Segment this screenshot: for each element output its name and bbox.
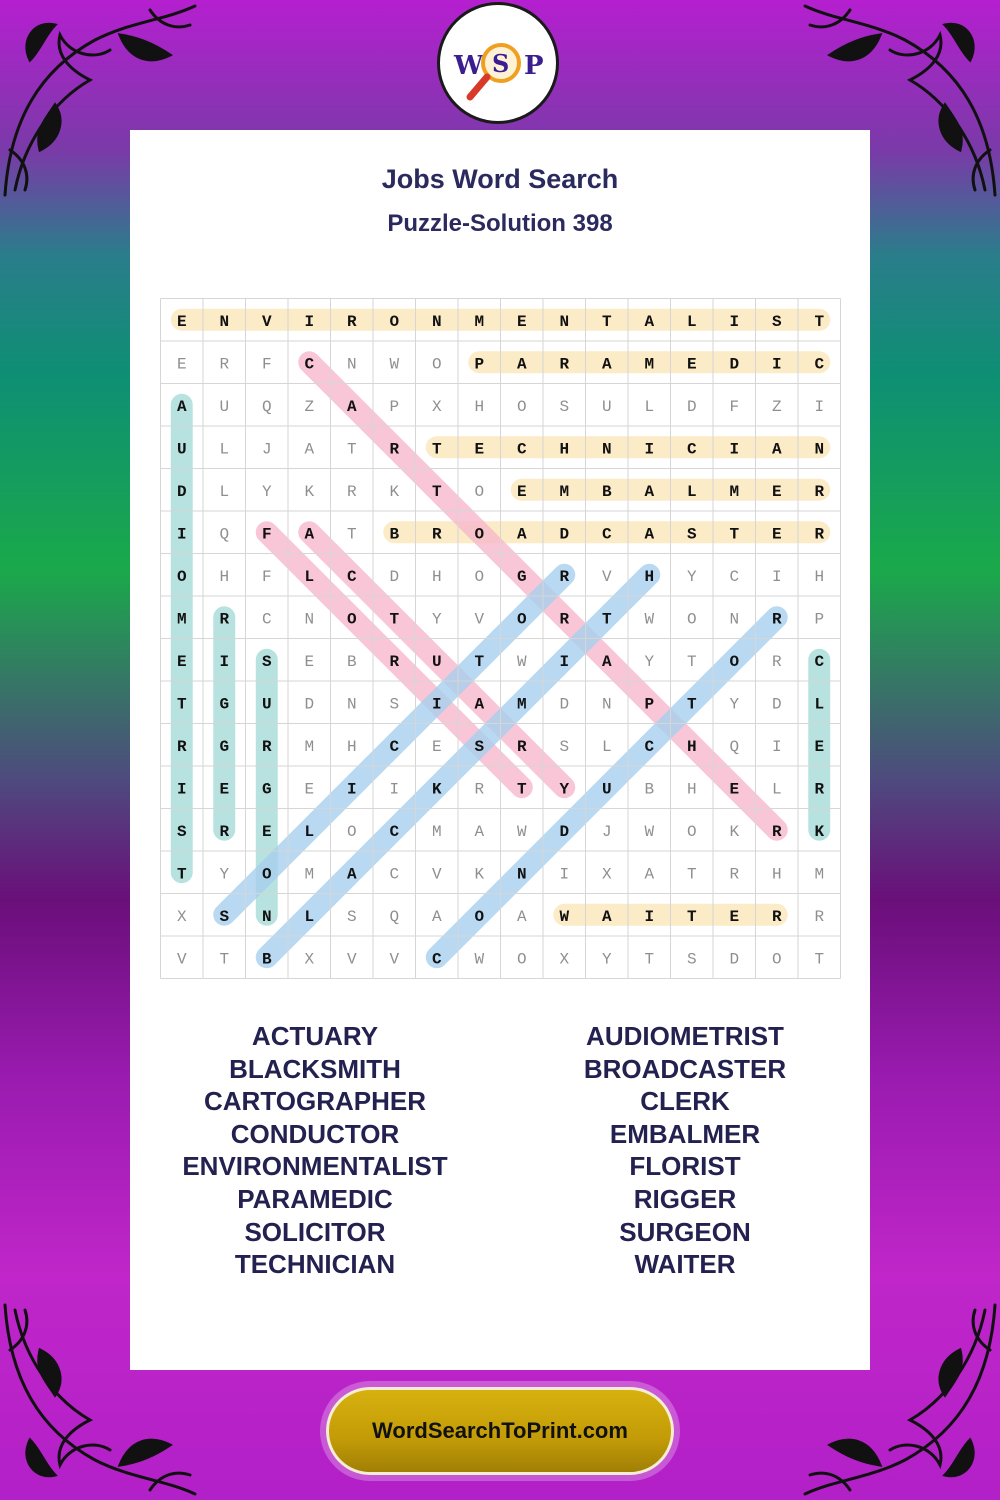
grid-letter[interactable]: L [771,780,782,799]
grid-letter-found[interactable]: R [176,737,187,756]
grid-letter-found[interactable]: C [516,440,527,459]
grid-letter-found[interactable]: T [431,440,442,459]
grid-letter[interactable]: V [176,950,187,969]
grid-letter[interactable]: X [559,950,570,969]
grid-letter-found[interactable]: E [516,312,527,331]
word-list-item: CLERK [640,1086,730,1117]
grid-letter[interactable]: C [389,865,400,884]
grid-letter-found[interactable]: O [729,652,740,671]
grid-letter-found[interactable]: C [389,737,400,756]
logo-letter-s: S [492,49,510,78]
grid-letter-found[interactable]: O [261,865,272,884]
grid-letter-found[interactable]: I [219,652,230,671]
grid-letter[interactable]: I [771,737,782,756]
grid-letter-found[interactable]: R [771,610,782,629]
grid-letter[interactable]: T [346,440,357,459]
grid-letter-found[interactable]: B [601,482,612,501]
grid-letter-found[interactable]: K [814,822,825,841]
grid-letter[interactable]: H [474,397,485,416]
grid-letter-found[interactable]: R [559,610,570,629]
grid-letter[interactable]: D [559,695,570,714]
website-link-button[interactable] [326,1387,674,1475]
grid-letter[interactable]: I [771,567,782,586]
grid-letter-found[interactable]: P [644,695,655,714]
grid-letter[interactable]: O [516,950,527,969]
grid-letter[interactable]: O [686,822,697,841]
grid-letter-found[interactable]: M [176,610,187,629]
grid-letter-found[interactable]: S [261,652,272,671]
grid-letter[interactable]: S [559,737,570,756]
grid-letter[interactable]: K [389,482,400,501]
word-list-item: BLACKSMITH [229,1053,401,1084]
grid-letter[interactable]: V [601,567,612,586]
grid-letter-found[interactable]: T [686,907,697,926]
grid-letter-found[interactable]: R [261,737,272,756]
grid-letter-found[interactable]: L [814,695,825,714]
grid-letter-found[interactable]: B [261,950,272,969]
grid-letter-found[interactable]: C [304,355,315,374]
grid-letter[interactable]: E [176,355,187,374]
grid-letter[interactable]: X [304,950,315,969]
grid-letter-found[interactable]: C [346,567,357,586]
grid-letter-found[interactable]: A [601,355,612,374]
grid-letter[interactable]: S [559,397,570,416]
grid-letter-found[interactable]: V [261,312,272,331]
grid-letter-found[interactable]: M [729,482,740,501]
grid-letter-found[interactable]: A [346,865,357,884]
grid-letter[interactable]: M [431,822,442,841]
grid-letter-found[interactable]: O [474,525,485,544]
grid-letter[interactable]: W [644,610,655,629]
grid-letter-found[interactable]: C [389,822,400,841]
grid-letter-found[interactable]: O [474,907,485,926]
grid-letter-found[interactable]: D [176,482,187,501]
grid-letter-found[interactable]: R [814,482,825,501]
grid-letter[interactable]: X [176,907,187,926]
grid-letter[interactable]: V [431,865,442,884]
grid-letter-found[interactable]: I [729,440,740,459]
grid-letter-found[interactable]: L [304,822,315,841]
grid-letter[interactable]: V [346,950,357,969]
grid-letter-found[interactable]: C [601,525,612,544]
grid-letter-found[interactable]: Y [559,780,570,799]
grid-letter[interactable]: V [389,950,400,969]
grid-letter[interactable]: O [474,567,485,586]
grid-letter-found[interactable]: O [346,610,357,629]
page-subtitle: Puzzle-Solution 398 [387,210,613,237]
word-list-item: SURGEON [619,1216,751,1247]
grid-letter[interactable]: O [474,482,485,501]
grid-letter-found[interactable]: I [771,355,782,374]
grid-letter[interactable]: E [431,737,442,756]
grid-letter[interactable]: Y [729,695,740,714]
grid-letter[interactable]: H [686,780,697,799]
grid-letter-found[interactable]: M [644,355,655,374]
grid-letter-found[interactable]: T [814,312,825,331]
grid-letter-found[interactable]: E [729,907,740,926]
grid-letter-found[interactable]: R [219,610,230,629]
grid-letter-found[interactable]: T [601,610,612,629]
grid-letter-found[interactable]: M [516,695,527,714]
grid-letter[interactable]: Y [261,482,272,501]
grid-letter-found[interactable]: S [686,525,697,544]
grid-letter[interactable]: N [346,355,357,374]
grid-letter-found[interactable]: S [474,737,485,756]
grid-letter-found[interactable]: N [814,440,825,459]
grid-letter[interactable]: L [644,397,655,416]
grid-letter[interactable]: W [474,950,485,969]
grid-letter[interactable]: I [814,397,825,416]
grid-letter[interactable]: J [261,440,272,459]
grid-letter[interactable]: H [771,865,782,884]
word-search-grid[interactable] [160,298,841,979]
grid-letter[interactable]: O [771,950,782,969]
grid-letter-found[interactable]: F [261,525,272,544]
grid-letter[interactable]: X [431,397,442,416]
grid-letter-found[interactable]: R [431,525,442,544]
grid-letter-found[interactable]: A [516,525,527,544]
grid-letter[interactable]: A [644,865,655,884]
grid-letter[interactable]: T [346,525,357,544]
grid-letter[interactable]: O [431,355,442,374]
grid-letter-found[interactable]: T [176,695,187,714]
grid-letter[interactable]: K [729,822,740,841]
grid-letter[interactable]: B [346,652,357,671]
grid-letter-found[interactable]: C [814,355,825,374]
grid-letter-found[interactable]: A [474,695,485,714]
word-list-item: ACTUARY [251,1021,379,1051]
grid-letter-found[interactable]: A [644,312,655,331]
grid-letter[interactable]: A [304,440,315,459]
grid-letter[interactable]: Y [686,567,697,586]
grid-letter-found[interactable]: G [219,737,230,756]
grid-letter-found[interactable]: E [771,482,782,501]
word-list-item: PARAMEDIC [237,1183,393,1214]
grid-letter[interactable]: C [261,610,272,629]
grid-letter[interactable]: E [304,652,315,671]
grid-letter-found[interactable]: N [559,312,570,331]
grid-letter-found[interactable]: M [559,482,570,501]
grid-letter[interactable]: V [474,610,485,629]
grid-letter[interactable]: M [304,865,315,884]
grid-letter[interactable]: T [686,865,697,884]
grid-letter[interactable]: R [474,780,485,799]
grid-letter[interactable]: L [601,737,612,756]
grid-letter-found[interactable]: N [431,312,442,331]
grid-letter-found[interactable]: A [516,355,527,374]
grid-letter-found[interactable]: R [771,907,782,926]
grid-letter[interactable]: W [644,822,655,841]
grid-letter[interactable]: N [729,610,740,629]
grid-letter[interactable]: R [219,355,230,374]
grid-letter-found[interactable]: R [559,567,570,586]
puzzle-card [130,130,870,1370]
grid-letter-found[interactable]: C [644,737,655,756]
grid-letter[interactable]: R [729,865,740,884]
grid-letter[interactable]: Q [729,737,740,756]
grid-letter[interactable]: P [814,610,825,629]
grid-letter-found[interactable]: T [601,312,612,331]
grid-letter-found[interactable]: T [686,695,697,714]
grid-letter-found[interactable]: E [261,822,272,841]
grid-letter-found[interactable]: L [304,567,315,586]
grid-letter[interactable]: R [814,907,825,926]
logo-letter-w: W [454,51,484,81]
grid-letter-found[interactable]: I [644,440,655,459]
grid-letter[interactable]: F [261,567,272,586]
grid-letter-found[interactable]: R [389,440,400,459]
grid-letter-found[interactable]: E [814,737,825,756]
grid-letter[interactable]: Z [304,397,315,416]
grid-letter-found[interactable]: T [176,865,187,884]
grid-letter[interactable]: O [686,610,697,629]
grid-letter-found[interactable]: E [176,652,187,671]
grid-letter[interactable]: D [304,695,315,714]
grid-letter[interactable]: R [771,652,782,671]
grid-letter-found[interactable]: D [559,822,570,841]
grid-letter-found[interactable]: O [176,567,187,586]
grid-letter-found[interactable]: E [729,780,740,799]
grid-letter[interactable]: H [346,737,357,756]
grid-letter-found[interactable]: N [261,907,272,926]
grid-letter-found[interactable]: G [261,780,272,799]
grid-letter-found[interactable]: H [686,737,697,756]
grid-letter-found[interactable]: I [176,525,187,544]
grid-letter[interactable]: R [346,482,357,501]
grid-letter[interactable]: Y [601,950,612,969]
grid-letter[interactable]: Q [219,525,230,544]
grid-letter-found[interactable]: E [474,440,485,459]
grid-letter-found[interactable]: O [516,610,527,629]
grid-letter-found[interactable]: R [814,780,825,799]
grid-letter[interactable]: D [771,695,782,714]
grid-letter-found[interactable]: R [814,525,825,544]
word-list-item: WAITER [634,1249,736,1280]
grid-letter[interactable]: F [261,355,272,374]
grid-letter[interactable]: D [729,950,740,969]
grid-letter[interactable]: M [814,865,825,884]
grid-letter-found[interactable]: S [219,907,230,926]
grid-letter[interactable]: T [219,950,230,969]
grid-letter-found[interactable]: T [389,610,400,629]
grid-letter-found[interactable]: G [516,567,527,586]
grid-letter-found[interactable]: H [559,440,570,459]
grid-letter-found[interactable]: L [686,482,697,501]
word-list-item: FLORIST [629,1151,741,1182]
grid-letter-found[interactable]: S [176,822,187,841]
grid-letter-found[interactable]: N [219,312,230,331]
word-list-item: TECHNICIAN [234,1249,396,1280]
grid-letter-found[interactable]: W [559,907,570,926]
grid-letter[interactable]: H [219,567,230,586]
grid-letter[interactable]: A [474,822,485,841]
grid-letter-found[interactable]: E [219,780,230,799]
grid-letter-found[interactable]: T [474,652,485,671]
word-list-item: RIGGER [633,1183,737,1214]
grid-letter-found[interactable]: A [644,482,655,501]
grid-letter[interactable]: O [346,822,357,841]
grid-letter-found[interactable]: U [431,652,442,671]
grid-letter[interactable]: D [686,397,697,416]
word-list-item: EMBALMER [609,1118,761,1149]
grid-letter-found[interactable]: C [814,652,825,671]
grid-letter-found[interactable]: A [771,440,782,459]
grid-letter-found[interactable]: I [729,312,740,331]
grid-letter-found[interactable]: I [431,695,442,714]
grid-letter-found[interactable]: A [601,907,612,926]
grid-letter-found[interactable]: M [474,312,485,331]
grid-letter-found[interactable]: G [219,695,230,714]
grid-letter[interactable]: W [516,822,527,841]
grid-letter[interactable]: Y [219,865,230,884]
grid-letter[interactable]: L [219,440,230,459]
grid-letter[interactable]: N [601,695,612,714]
grid-letter[interactable]: E [304,780,315,799]
grid-letter-found[interactable]: L [304,907,315,926]
grid-letter[interactable]: W [516,652,527,671]
grid-letter[interactable]: B [644,780,655,799]
grid-letter[interactable]: M [304,737,315,756]
page-title: Jobs Word Search [381,164,619,194]
grid-letter-found[interactable]: L [686,312,697,331]
grid-letter-found[interactable]: I [346,780,357,799]
word-list-left [130,1020,500,1281]
grid-letter-found[interactable]: T [729,525,740,544]
grid-letter-found[interactable]: N [516,865,527,884]
word-list-item: SOLICITOR [244,1216,386,1247]
grid-letter[interactable]: N [304,610,315,629]
grid-letter[interactable]: L [219,482,230,501]
grid-letter-found[interactable]: K [431,780,442,799]
grid-letter[interactable]: A [431,907,442,926]
grid-letter-found[interactable]: B [389,525,400,544]
grid-letter-found[interactable]: U [176,440,187,459]
grid-letter-found[interactable]: A [601,652,612,671]
grid-letter-found[interactable]: U [601,780,612,799]
grid-letter-found[interactable]: I [176,780,187,799]
grid-letter-found[interactable]: E [176,312,187,331]
grid-letter[interactable]: Z [771,397,782,416]
grid-letter[interactable]: S [686,950,697,969]
grid-letter[interactable]: D [389,567,400,586]
grid-letter-found[interactable]: R [346,312,357,331]
grid-letter[interactable]: J [601,822,612,841]
grid-letter-found[interactable]: R [771,822,782,841]
grid-letter-found[interactable]: A [304,525,315,544]
grid-letter[interactable]: A [516,907,527,926]
word-list-item: AUDIOMETRIST [586,1021,784,1051]
grid-letter-found[interactable]: C [431,950,442,969]
grid-letter-found[interactable]: I [304,312,315,331]
grid-letter-found[interactable]: R [559,355,570,374]
grid-letter[interactable]: Q [261,397,272,416]
word-list-item: BROADCASTER [583,1053,787,1084]
grid-letter[interactable]: O [516,397,527,416]
grid-letter-found[interactable]: T [516,780,527,799]
grid-letter[interactable]: W [389,355,400,374]
grid-letter-found[interactable]: R [389,652,400,671]
word-list-right [500,1020,870,1281]
grid-letter[interactable]: K [304,482,315,501]
grid-letter-found[interactable]: T [431,482,442,501]
grid-letter-found[interactable]: P [474,355,485,374]
grid-letter-found[interactable]: R [219,822,230,841]
grid-letter[interactable]: P [389,397,400,416]
grid-letter[interactable]: I [559,865,570,884]
grid-letter-found[interactable]: D [729,355,740,374]
grid-letter-found[interactable]: E [516,482,527,501]
grid-letter[interactable]: Q [389,907,400,926]
grid-letter-found[interactable]: I [559,652,570,671]
grid-letter[interactable]: T [644,950,655,969]
grid-letter[interactable]: T [686,652,697,671]
grid-letter[interactable]: U [601,397,612,416]
grid-letter-found[interactable]: A [346,397,357,416]
grid-letter-found[interactable]: I [644,907,655,926]
grid-letter[interactable]: H [431,567,442,586]
grid-letter[interactable]: X [601,865,612,884]
grid-letter-found[interactable]: E [686,355,697,374]
grid-letter[interactable]: N [346,695,357,714]
grid-letter-found[interactable]: D [559,525,570,544]
logo-letter-p: P [524,51,544,81]
grid-letter[interactable]: Y [644,652,655,671]
word-list-item: CARTOGRAPHER [204,1086,426,1117]
grid-letter-found[interactable]: A [176,397,187,416]
grid-letter-found[interactable]: S [771,312,782,331]
grid-letter[interactable]: K [474,865,485,884]
grid-letter[interactable]: S [346,907,357,926]
grid-letter-found[interactable]: C [686,440,697,459]
grid-letter-found[interactable]: U [261,695,272,714]
grid-letter-found[interactable]: R [516,737,527,756]
grid-letter-found[interactable]: O [389,312,400,331]
word-list-item: ENVIRONMENTALIST [182,1151,448,1182]
grid-letter[interactable]: C [729,567,740,586]
grid-letter[interactable]: S [389,695,400,714]
grid-letter[interactable]: T [814,950,825,969]
website-label: WordSearchToPrint.com [372,1418,628,1443]
grid-letter-found[interactable]: N [601,440,612,459]
grid-letter-found[interactable]: A [644,525,655,544]
magnifier-logo-icon [440,5,556,121]
grid-letter-found[interactable]: E [771,525,782,544]
grid-letter[interactable]: F [729,397,740,416]
grid-letter[interactable]: I [389,780,400,799]
grid-letter-found[interactable]: H [644,567,655,586]
site-logo[interactable] [437,2,559,124]
grid-letter[interactable]: Y [431,610,442,629]
grid-letter[interactable]: H [814,567,825,586]
grid-letter[interactable]: U [219,397,230,416]
word-list-item: CONDUCTOR [230,1118,400,1149]
